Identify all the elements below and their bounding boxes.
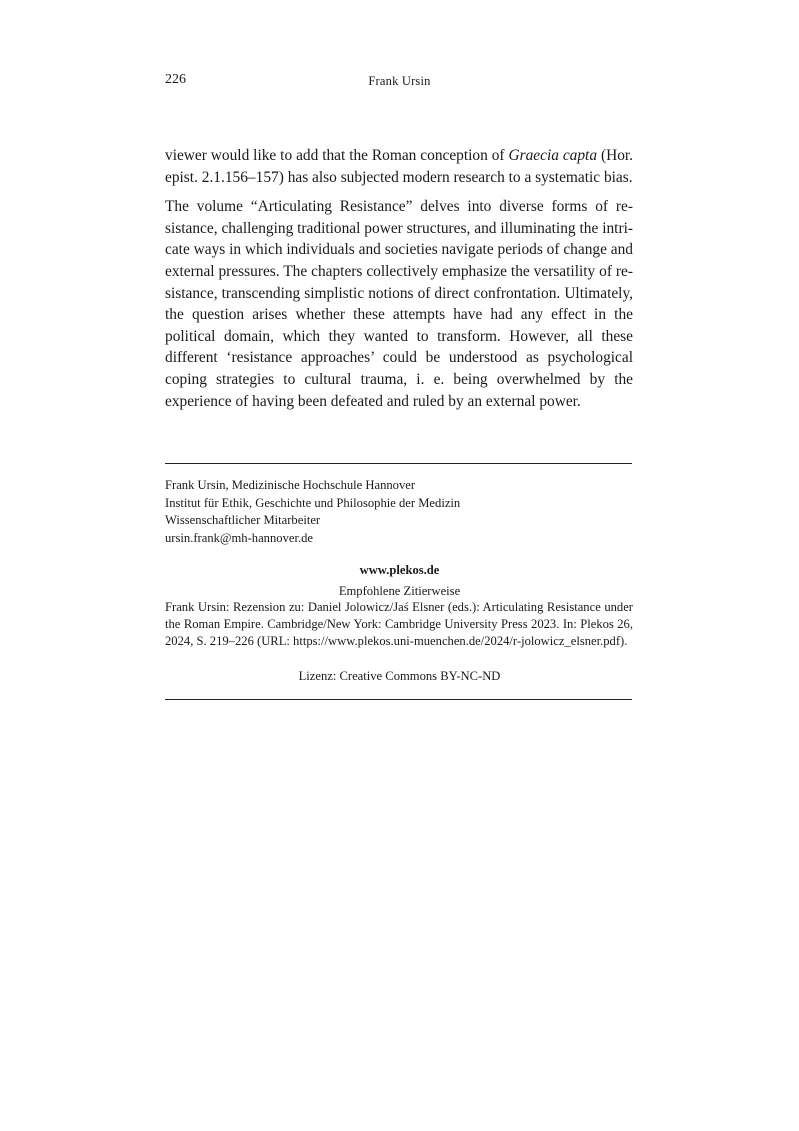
license-text: Lizenz: Creative Commons BY-NC-ND <box>298 669 501 683</box>
citation-text: Frank Ursin: Rezension zu: Daniel Jolowicz/Jaś Elsner (eds.): Articulating Resistance under the Roman Empire. Cambridge/New York: Cambridge University Press 2023. In: Plekos 26, 2024, S. 219–226 (URL: https://www.plekos.uni-muenchen.de/2024/r-jolowicz_elsner.pdf). <box>165 600 633 649</box>
paragraph-2: The volume “Articulating Resistance” delves into diverse forms of resistance, challenging traditional power structures, and illuminating the intricate ways in which individuals and societies navigate periods of change and external pressures. The chapters collectively emphasize the versatility of resistance, transcending simplistic notions of direct confrontation. Ultimately, the question arises whether these attempts have had any effect in the political domain, which they wanted to transform. However, all these different ‘resistance approaches’ could be understood as psychological coping strategies to cultural trauma, i. e. being overwhelmed by the experience of having been defeated and ruled by an external power. <box>165 198 633 410</box>
main-text <box>165 145 633 420</box>
running-head: Frank Ursin <box>368 74 431 88</box>
divider-top <box>165 463 632 464</box>
author-email[interactable]: ursin.frank@mh-hannover.de <box>165 530 313 545</box>
citation-heading: Empfohlene Zitierweise <box>338 584 461 598</box>
latin-term: Graecia capta <box>508 147 598 164</box>
paragraph-1-end: (Hor. epist. 2.1.156–157) has also subjected modern research to a systematic bias. <box>165 147 634 186</box>
author-institute: Institut für Ethik, Geschichte und Philosophie der Medizin <box>165 495 461 510</box>
page-number: 226 <box>165 72 186 87</box>
author-info <box>165 477 460 547</box>
paragraph-1-start: viewer would like to add that the Roman conception of <box>165 147 509 164</box>
author-affiliation: Frank Ursin, Medizinische Hochschule Hannover <box>165 478 416 492</box>
divider-bottom <box>165 699 632 700</box>
website-link[interactable]: www.plekos.de <box>359 563 440 577</box>
paragraph-1 <box>165 145 633 188</box>
author-position: Wissenschaftlicher Mitarbeiter <box>165 513 321 527</box>
